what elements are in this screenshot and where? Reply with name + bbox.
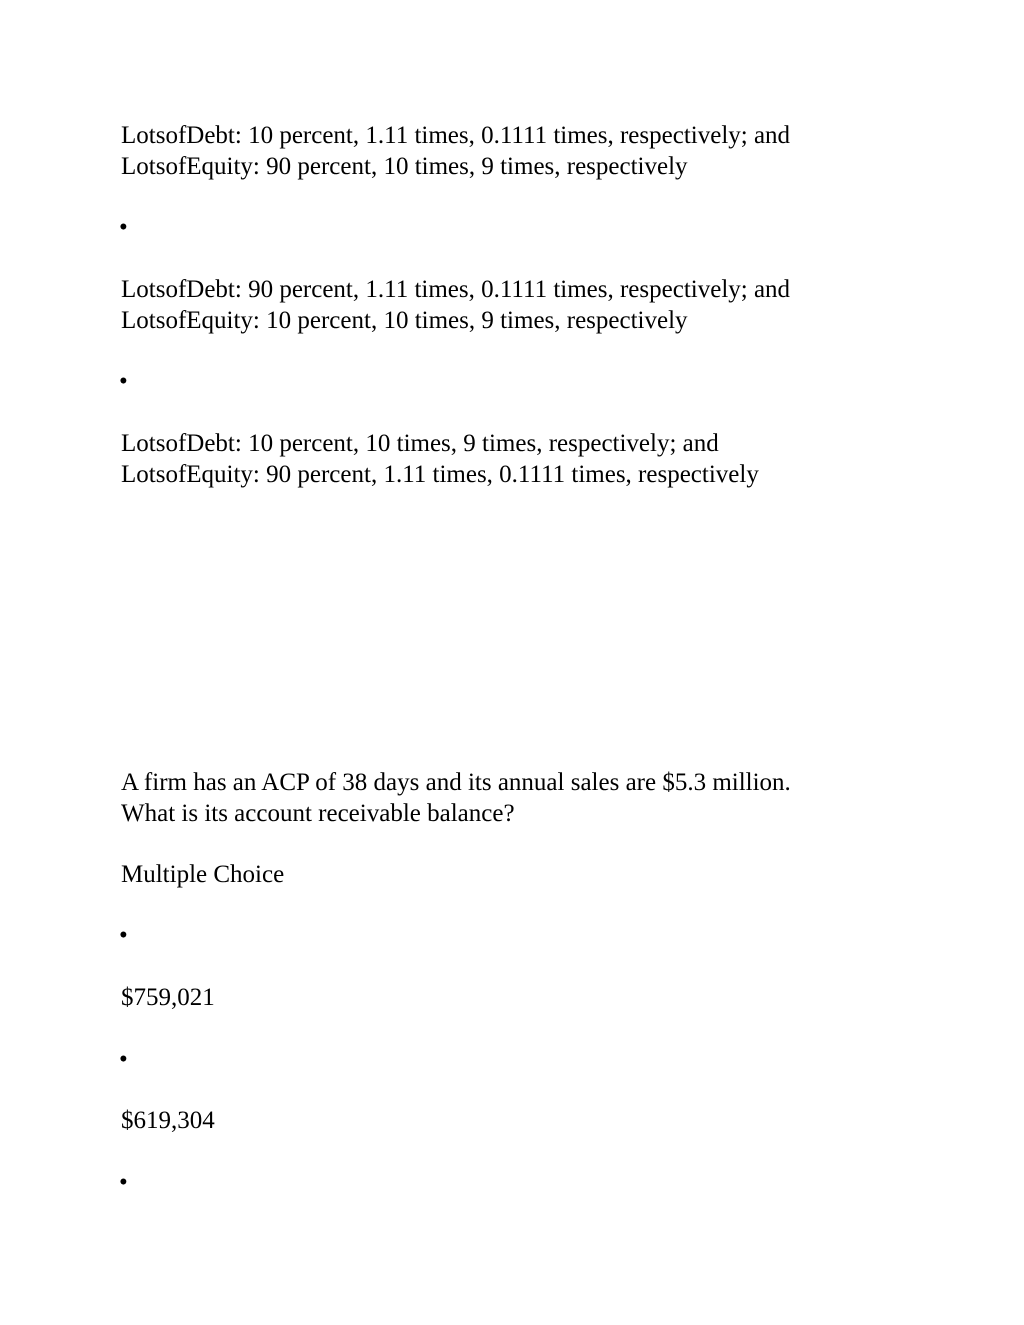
prev-option-1-line-1: LotsofDebt: 10 percent, 1.11 times, 0.1111 times, respectively; and bbox=[121, 122, 791, 149]
prev-option-2-line-1: LotsofDebt: 90 percent, 1.11 times, 0.1111 times, respectively; and bbox=[121, 276, 791, 303]
bullet-marker: • bbox=[119, 214, 128, 241]
answer-option-1[interactable]: $759,021 bbox=[121, 984, 215, 1011]
bullet-marker: • bbox=[119, 1169, 128, 1196]
prev-option-3-line-1: LotsofDebt: 10 percent, 10 times, 9 times, respectively; and bbox=[121, 430, 719, 457]
bullet-marker: • bbox=[119, 368, 128, 395]
prev-option-1-line-2: LotsofEquity: 90 percent, 10 times, 9 times, respectively bbox=[121, 153, 688, 180]
bullet-marker: • bbox=[119, 1046, 128, 1073]
question-text-line-1: A firm has an ACP of 38 days and its annual sales are $5.3 million. bbox=[121, 769, 791, 796]
prev-option-2-line-2: LotsofEquity: 10 percent, 10 times, 9 times, respectively bbox=[121, 307, 688, 334]
bullet-marker: • bbox=[119, 922, 128, 949]
answer-option-2[interactable]: $619,304 bbox=[121, 1107, 215, 1134]
question-text-line-2: What is its account receivable balance? bbox=[121, 800, 515, 827]
question-type-label: Multiple Choice bbox=[121, 861, 285, 888]
prev-option-3-line-2: LotsofEquity: 90 percent, 1.11 times, 0.1111 times, respectively bbox=[121, 461, 759, 488]
